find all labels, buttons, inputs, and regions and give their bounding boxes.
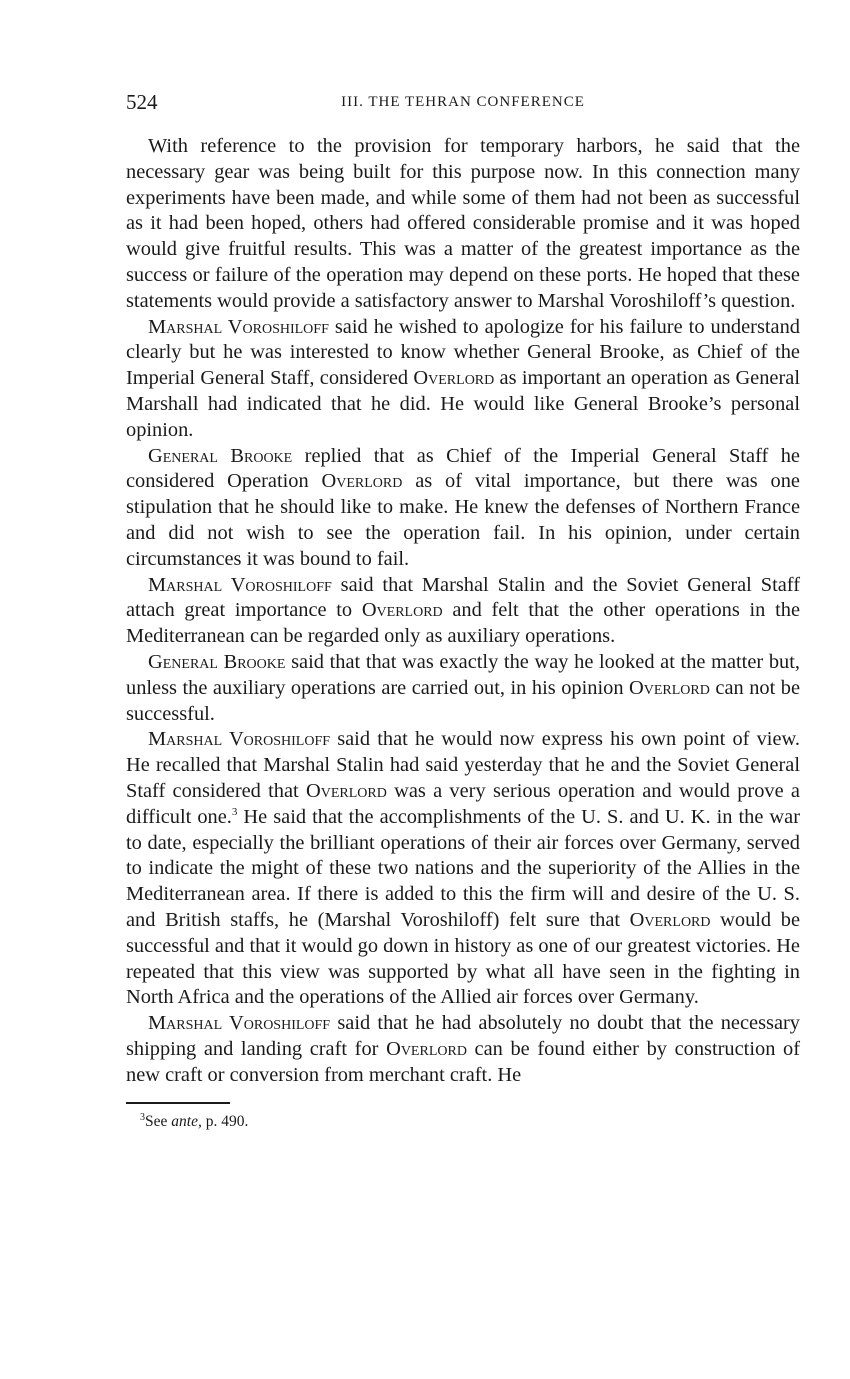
page-number: 524 [126, 90, 158, 114]
paragraph-text: said that that was exactly the way he looked at the matter but, unless the auxiliary operations are carried out, in his opinion [126, 650, 800, 699]
operation-name: Overlord [361, 599, 443, 622]
paragraph [126, 134, 800, 315]
paragraph-text: and felt that the other operations in the Mediterranean can be regarded only as auxiliary operations. [126, 599, 800, 648]
paragraph-text: He said that the accomplishments of the U. S. and U. K. in the war to date, especially the brilliant operations of their air forces over Germany, served to indicate the might of these two nations and the superiority of the Allies in the Mediterranean area. If there is added to this the firm will and desire of the U. S. and British staffs, he (Marshal Voroshiloff) felt sure that [126, 805, 801, 931]
document-page [126, 88, 800, 1132]
paragraph [126, 573, 800, 650]
operation-name: Overlord [629, 908, 711, 931]
operation-name: Overlord [413, 367, 495, 390]
paragraph-text: as of vital importance, but there was one stipulation that he should like to make. He knew the defenses of Northern France and did not wish to see the operation fail. In his opinion, under certain circumstances it was bound to fail. [126, 470, 800, 570]
footnote-marker: 3 [140, 1112, 145, 1124]
speaker-name: General Brooke [148, 444, 293, 467]
paragraph-text: can not be successful. [126, 676, 801, 725]
operation-name: Overlord [321, 470, 403, 493]
speaker-name: Marshal Voroshiloff [148, 1012, 331, 1035]
paragraph-text: can be found either by construction of new craft or conversion from merchant craft. He [126, 1037, 800, 1086]
paragraph [126, 444, 800, 573]
footnote-divider [126, 1102, 230, 1104]
operation-name: Overlord [386, 1037, 467, 1060]
paragraph [126, 650, 800, 727]
paragraph-text: would be successful and that it would go down in history as one of our greatest victories. He repeated that this view was supported by what all have seen in the fighting in North Africa and the operations of the Allied air forces over Germany. [126, 908, 800, 1009]
speaker-name: Marshal Voroshiloff [148, 573, 332, 596]
paragraph-text: was a very serious operation and would prove a difficult one. [126, 779, 800, 828]
operation-name: Overlord [629, 676, 710, 699]
speaker-name: Marshal Voroshiloff [148, 315, 329, 338]
paragraph-text: said he wished to apologize for his failure to understand clearly but he was interested to know whether General Brooke, as Chief of the Imperial General Staff, considered [126, 315, 800, 390]
paragraph-text: replied that as Chief of the Imperial General Staff he considered Operation [126, 444, 800, 493]
paragraph-text: said that he would now express his own point of view. He recalled that Marshal Stalin had said yesterday that he and the Soviet General Staff considered that [126, 728, 800, 802]
paragraph [126, 727, 800, 1011]
speaker-name: Marshal Voroshiloff [148, 728, 331, 751]
footnote: $^3$See ante, p. 490. [140, 1112, 249, 1131]
paragraph-text: said that he had absolutely no doubt that the necessary shipping and landing craft for [126, 1012, 800, 1060]
paragraph-text: as important an operation as General Marshall had indicated that he did. He would like General Brooke’s personal opinion. [126, 367, 800, 441]
paragraph-text: With reference to the provision for temporary harbors, he said that the necessary gear was being built for this purpose now. In this connection many experiments have been made, and while some of them had not been as successful as it had been hoped, others had offered considerable promise and it was hoped would give fruitful results. This was a matter of the greatest importance as the success or failure of the operation may depend on these ports. He hoped that these statements would provide a satisfactory answer to Marshal Voroshiloff’s question. [126, 135, 800, 312]
paragraph [126, 315, 800, 444]
footnote-ante: ante, [171, 1113, 202, 1131]
page-header [126, 88, 800, 122]
paragraph-text: said that Marshal Stalin and the Soviet General Staff attach great importance to [126, 573, 800, 622]
footnote-reference[interactable]: 3 [231, 805, 238, 818]
speaker-name: General Brooke [148, 650, 286, 673]
body-text [126, 134, 800, 1088]
running-head: III. THE TEHRAN CONFERENCE [341, 94, 585, 110]
operation-name: Overlord [306, 779, 387, 802]
paragraph [126, 1011, 800, 1088]
